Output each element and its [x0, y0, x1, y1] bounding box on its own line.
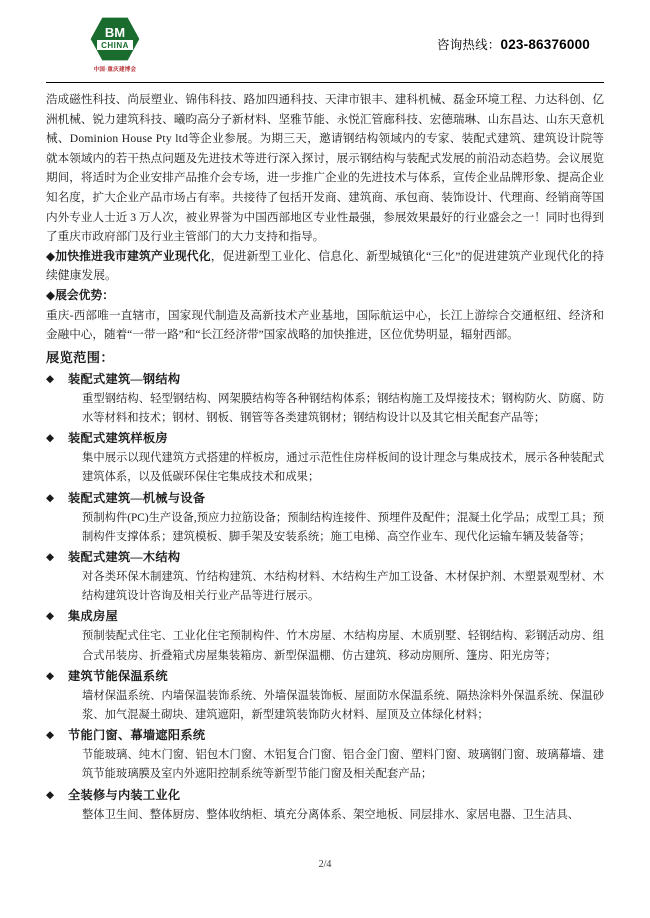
scope-item — [46, 785, 604, 825]
diamond-bullet-icon: ◆ — [46, 789, 55, 801]
scope-item-description: 集中展示以现代建筑方式搭建的样板房，通过示范性住房样板间的设计理念与集成技术，展示各种装配式建筑体系，以及低碳环保住宅集成技术和成果； — [82, 452, 604, 484]
scope-item-heading — [46, 488, 604, 509]
highlight-paragraph — [46, 247, 604, 286]
diamond-bullet-icon: ◆ — [46, 433, 55, 445]
diamond-bullet-icon: ◆ — [46, 551, 55, 563]
advantage-paragraph: 重庆-西部唯一直辖市，国家现代制造及高新技术产业基地，国际航运中心，长江上游综合交通枢纽、经济和金融中心，随着“一带一路”和“长江经济带”国家战略的加快推进，区位优势明显，辐射西部。 — [46, 308, 604, 342]
scope-item — [46, 488, 604, 547]
scope-item-description: 整体卫生间、整体厨房、整体收纳柜、填充分离体系、架空地板、同层排水、家居电器、卫生洁具、 — [82, 808, 580, 821]
scope-item-heading — [46, 725, 604, 746]
intro-company-latin: Dominion House Pty ltd — [69, 132, 189, 146]
scope-item-description: 节能玻璃、纯木门窗、铝包木门窗、木铝复合门窗、铝合金门窗、塑料门窗、玻璃钢门窗、玻璃幕墙、建筑节能玻璃膜及室内外遮阳控制系统等新型节能门窗及相关配套产品； — [82, 749, 604, 781]
diamond-bullet-icon: ◆ — [46, 492, 55, 504]
scope-item — [46, 428, 604, 487]
header-divider — [46, 82, 604, 83]
diamond-bullet-icon: ◆ — [46, 611, 55, 623]
scope-item-heading — [46, 369, 604, 390]
scope-item-title: 全装修与内装工业化 — [68, 787, 181, 802]
svg-text:BM: BM — [104, 24, 126, 40]
diamond-bullet-icon: ◆ — [46, 373, 55, 385]
scope-item — [46, 369, 604, 428]
scope-item-description: 预制装配式住宅、工业化住宅预制构件、竹木房屋、木结构房屋、木质别墅、轻钢结构、彩钢活动房、组合式吊装房、折叠箱式房屋集装箱房、新型保温棚、仿古建筑、移动房厕所、篷房、阳光房等； — [82, 630, 604, 662]
document-body — [46, 90, 604, 825]
scope-item-title: 集成房屋 — [68, 609, 118, 624]
advantage-heading: ◆展会优势： — [46, 287, 115, 302]
scope-item-heading — [46, 428, 604, 449]
highlight-bold-lead: ◆加快推进我市建筑产业现代化 — [46, 248, 211, 263]
scope-item-heading — [46, 606, 604, 627]
exhibition-scope-title: 展览范围： — [46, 349, 114, 365]
page-number: 2/4 — [318, 859, 332, 870]
scope-item — [46, 725, 604, 784]
svg-text:CHINA: CHINA — [101, 40, 129, 50]
hotline-label: 咨询热线： — [437, 38, 501, 52]
scope-item-title: 建筑节能保温系统 — [68, 668, 168, 683]
brand-subtitle: 中国·重庆建博会 — [93, 66, 137, 73]
scope-item-heading — [46, 547, 604, 568]
scope-item — [46, 547, 604, 606]
intro-text-part1: 浩成磁性科技、尚辰塑业、锦伟科技、路加四通科技、天津市银丰、建科机械、磊金环境工程、力达科创、亿洲机械、锐力建筑科技、曦昀高分子新材料、坚雅节能、永悦汇管廊科技、宏德瑞琳、山东昌达、山东天意机械、 — [46, 93, 604, 146]
scope-item-description: 预制构件(PC)生产设备,预应力拉筋设备；预制结构连接件、预埋件及配件；混凝土化学品；成型工具；预制构件支撑体系；建筑模板、脚手架及安装系统；施工电梯、高空作业车、现代化运输车辆及装备等； — [82, 511, 604, 543]
highlight-rest: ，促进新型工业化、信息化、新型城镇化“三化”的促进建筑产业现代化的持续健康发展。 — [46, 248, 604, 283]
intro-text-part2: 等企业参展。为期三天，邀请钢结构领域内的专家、装配式建筑、建筑设计院等就本领域内的若干热点问题及先进技术等进行深入探讨，展示钢结构与装配式发展的前沿动态趋势。会议展览期间，将适时为企业安排产品推介会专场，进一步推广企业的先进技术与体系，宣传企业品牌形象、提高企业知名度，扩大企业产品市场占有率。共接待了包括开发商、建筑商、承包商、装饰设计、代理商、经销商等国内外专业人士近 3 万人次，被业界誉为中国西部地区专业性最强，参展效果最好的行业盛会之一！同时也得到了重庆市政府部门及行业主管部门的大力支持和指导。 — [46, 132, 604, 244]
diamond-bullet-icon: ◆ — [46, 730, 55, 742]
exhibition-scope-list — [46, 369, 604, 825]
scope-item-heading — [46, 785, 604, 806]
page-header — [46, 0, 604, 82]
hexagon-logo-icon — [89, 16, 141, 62]
scope-item-description: 重型钢结构、轻型钢结构、网架膜结构等各种钢结构体系；钢结构施工及焊接技术；钢构防火、防腐、防水等材料和技术；钢材、钢板、钢管等各类建筑钢材；钢结构设计以及其它相关配套产品等； — [82, 392, 604, 424]
scope-item-title: 装配式建筑—木结构 — [68, 549, 181, 564]
intro-paragraph — [46, 90, 604, 247]
scope-item-heading — [46, 666, 604, 687]
hotline-number: 023-86376000 — [500, 37, 590, 52]
page-footer — [0, 859, 650, 870]
scope-item-title: 装配式建筑—钢结构 — [68, 371, 181, 386]
scope-item-description: 对各类环保木制建筑、竹结构建筑、木结构材料、木结构生产加工设备、木材保护剂、木塑景观型材、木结构建筑设计咨询及相关行业产品等进行展示。 — [82, 570, 604, 603]
scope-item — [46, 606, 604, 665]
brand-logo — [60, 16, 170, 73]
scope-item — [46, 666, 604, 725]
scope-item-title: 节能门窗、幕墙遮阳系统 — [68, 728, 206, 743]
diamond-bullet-icon: ◆ — [46, 670, 55, 682]
hotline — [437, 35, 604, 53]
scope-item-title: 装配式建筑样板房 — [68, 431, 168, 446]
scope-item-description: 墙材保温系统、内墙保温装饰系统、外墙保温装饰板、屋面防水保温系统、隔热涂料外保温系统、保温砂浆、加气混凝土砌块、建筑遮阳，新型建筑装饰防火材料、屋顶及立体绿化材料； — [82, 689, 604, 721]
scope-item-title: 装配式建筑—机械与设备 — [68, 490, 206, 505]
